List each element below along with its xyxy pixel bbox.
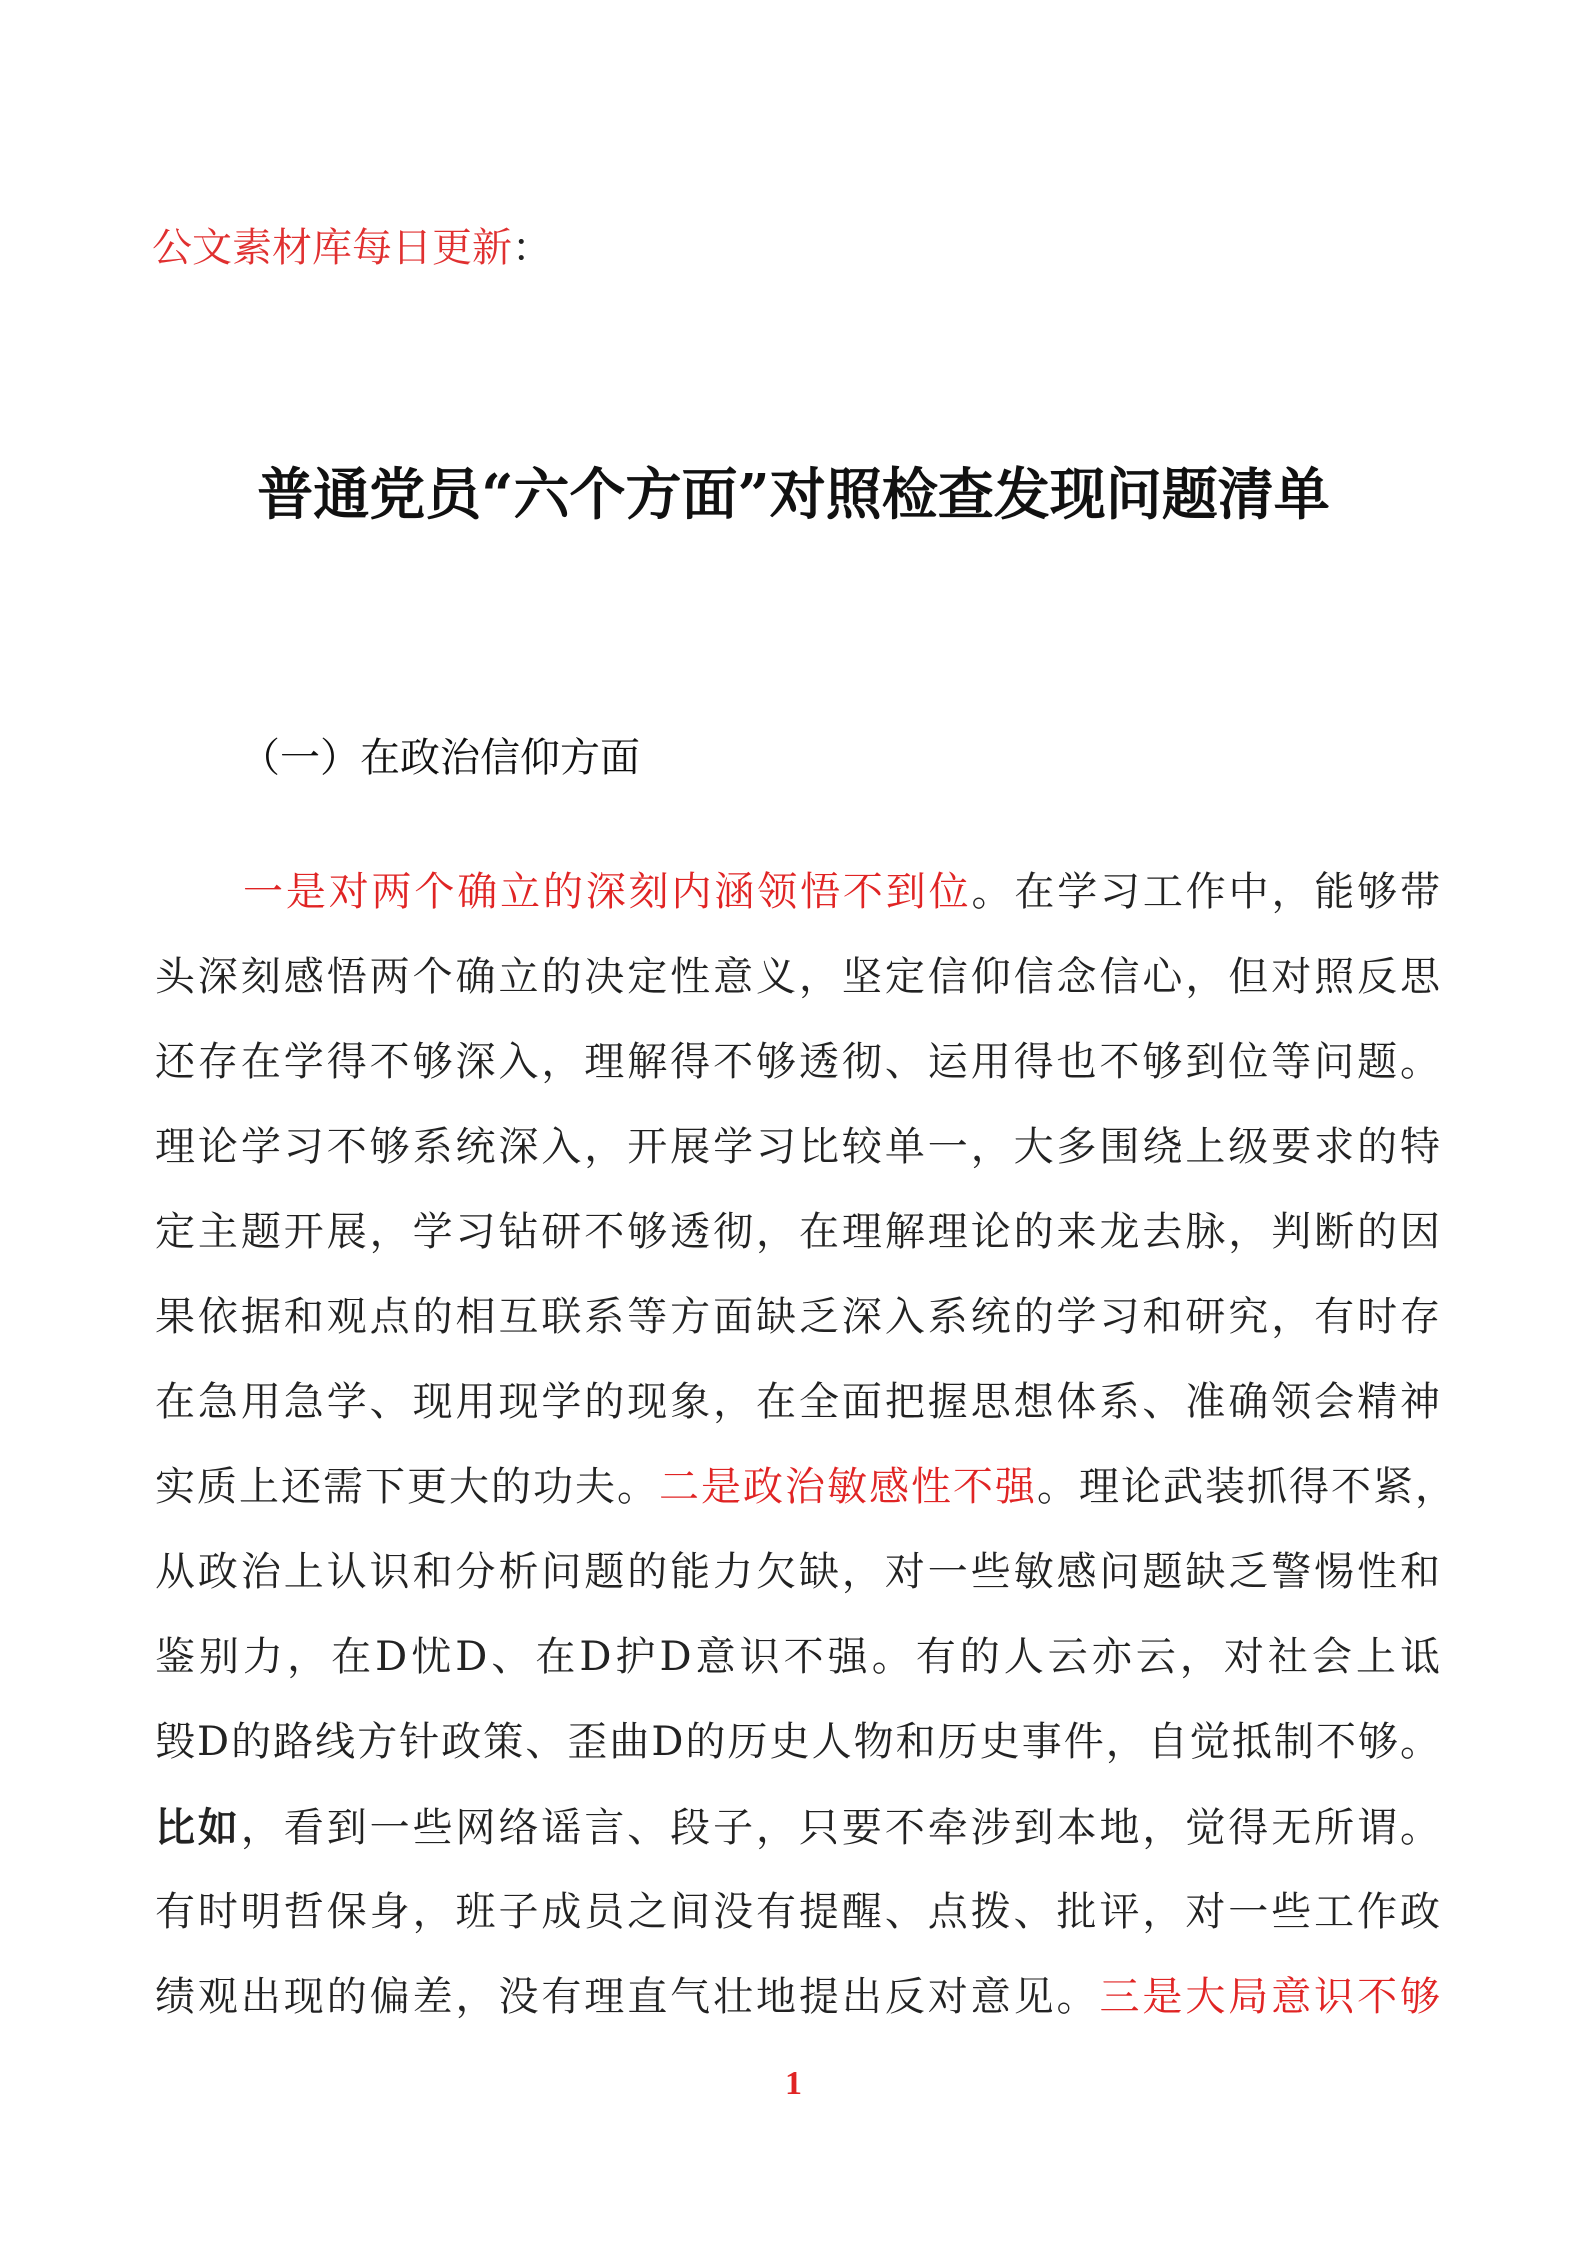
paragraph-line	[155, 1360, 1442, 1445]
header-note	[152, 220, 552, 276]
text-segment: 毁D的路线方针政策、歪曲D的历史人物和历史事件，自觉抵制不够。	[155, 1719, 1442, 1765]
header-note-colon: ：	[512, 225, 552, 271]
paragraph-line	[155, 1700, 1442, 1785]
paragraph-line	[155, 1870, 1442, 1955]
text-segment: 绩观出现的偏差，没有理直气壮地提出反对意见。	[155, 1974, 1100, 2020]
text-segment: 理论学习不够系统深入，开展学习比较单一，大多围绕上级要求的特	[155, 1124, 1442, 1170]
paragraph-line	[155, 1190, 1442, 1275]
paragraph-line	[155, 1275, 1442, 1360]
page-number: 1	[785, 2065, 802, 2102]
paragraph-line	[155, 1785, 1442, 1870]
text-segment: 。在学习工作中，能够带	[971, 869, 1443, 915]
section-heading-political-belief: （一）在政治信仰方面	[240, 735, 640, 781]
document-title: 普通党员“六个方面”对照检查发现问题清单	[257, 462, 1330, 528]
text-segment: 鉴别力，在D忧D、在D护D意识不强。有的人云亦云，对社会上诋	[155, 1634, 1442, 1680]
text-segment: 有时明哲保身，班子成员之间没有提醒、点拨、批评，对一些工作政	[155, 1889, 1442, 1935]
text-segment: 果依据和观点的相互联系等方面缺乏深入系统的学习和研究，有时存	[155, 1294, 1442, 1340]
text-segment: 实质上还需下更大的功夫。	[155, 1464, 659, 1510]
text-segment: 。理论武装抓得不紧，	[1037, 1464, 1457, 1510]
paragraph-line	[155, 1020, 1442, 1105]
text-segment: 头深刻感悟两个确立的决定性意义，坚定信仰信念信心，但对照反思	[155, 954, 1442, 1000]
text-segment: 在急用急学、现用现学的现象，在全面把握思想体系、准确领会精神	[155, 1379, 1442, 1425]
paragraph-line	[155, 1445, 1457, 1530]
body-paragraph	[155, 850, 1457, 2040]
text-segment: 定主题开展，学习钻研不够透彻，在理解理论的来龙去脉，判断的因	[155, 1209, 1442, 1255]
paragraph-line	[155, 1105, 1442, 1190]
text-segment: 还存在学得不够深入，理解得不够透彻、运用得也不够到位等问题。	[155, 1039, 1442, 1085]
paragraph-line	[155, 1955, 1442, 2040]
text-segment: ，看到一些网络谣言、段子，只要不牵涉到本地，觉得无所谓。	[240, 1805, 1443, 1851]
highlighted-phrase: 二是政治敏感性不强	[659, 1464, 1037, 1510]
paragraph-line	[155, 935, 1442, 1020]
header-note-text: 公文素材库每日更新	[152, 225, 512, 271]
paragraph-line	[155, 1530, 1442, 1615]
highlighted-phrase: 三是大局意识不够	[1099, 1974, 1443, 2020]
paragraph-line	[155, 850, 1442, 935]
paragraph-line	[155, 1615, 1442, 1700]
text-segment: 从政治上认识和分析问题的能力欠缺，对一些敏感问题缺乏警惕性和	[155, 1549, 1442, 1595]
bold-phrase: 比如	[155, 1804, 241, 1851]
highlighted-phrase: 一是对两个确立的深刻内涵领悟不到位	[243, 869, 972, 915]
